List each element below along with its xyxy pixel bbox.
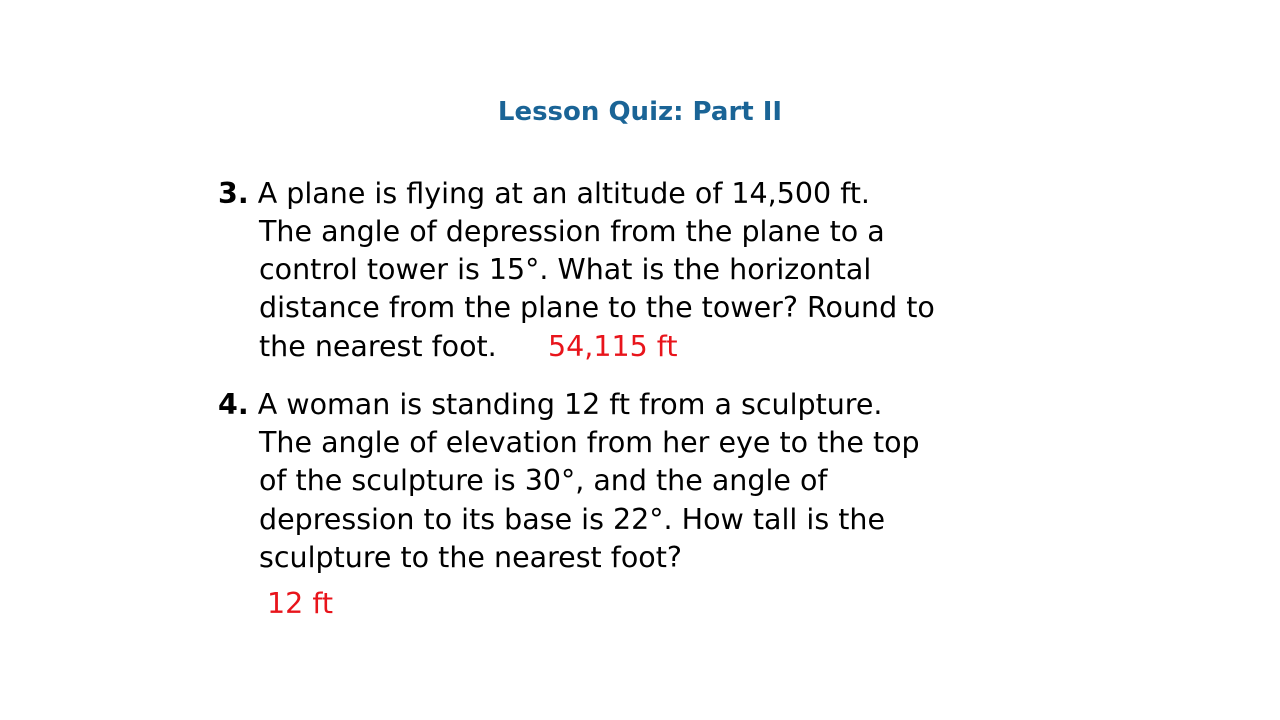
question-line: The angle of depression from the plane to a: [259, 215, 885, 248]
question-text: A plane is flying at an altitude of 14,500 ft.: [257, 177, 870, 210]
question-line: distance from the plane to the tower? Round to: [259, 291, 935, 324]
question-text: A woman is standing 12 ft from a sculpture.: [257, 388, 883, 421]
question-line: depression to its base is 22°. How tall is the: [259, 503, 886, 536]
question-line: of the sculpture is 30°, and the angle of: [259, 464, 828, 497]
answer: 54,115 ft: [548, 330, 678, 363]
question-line: [218, 386, 883, 424]
answer: 12 ft: [267, 587, 334, 620]
question-number: 3.: [218, 177, 249, 210]
question-number: 4.: [218, 388, 249, 421]
question-line: the nearest foot.: [259, 330, 497, 363]
slide-title: Lesson Quiz: Part II: [497, 97, 783, 127]
question-line: sculpture to the nearest foot?: [259, 541, 682, 574]
question-line: control tower is 15°. What is the horizontal: [259, 253, 872, 286]
question-line: The angle of elevation from her eye to the top: [259, 426, 920, 459]
question-line: [218, 175, 870, 213]
